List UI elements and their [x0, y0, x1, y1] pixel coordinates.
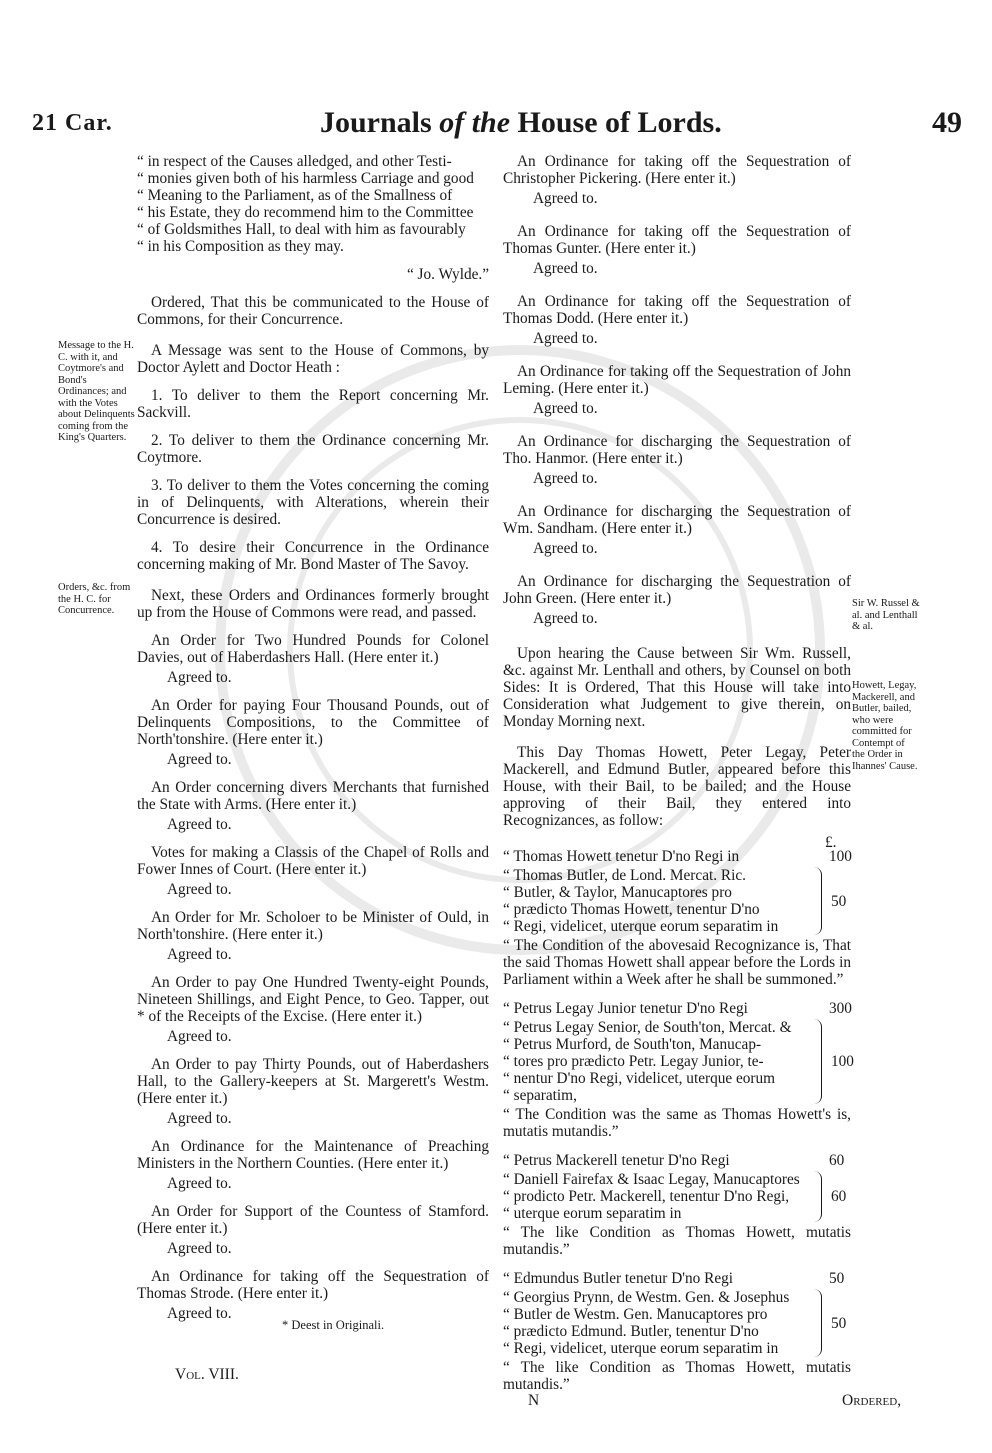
title-of-the: of the: [439, 106, 511, 139]
surety-line: “ Butler, & Taylor, Manucaptores pro: [503, 884, 732, 901]
principal-amount: 100: [829, 848, 852, 865]
message-item: 2. To deliver to them the Ordinance concerning Mr. Coytmore.: [137, 432, 489, 466]
principal-text: “ Edmundus Butler tenetur D'no Regi: [503, 1270, 734, 1287]
surety-line: “ tores pro prædicto Petr. Legay Junior, te-: [503, 1053, 764, 1070]
ordinance-entry: An Ordinance for discharging the Sequestration of Tho. Hanmor. (Here enter it.): [503, 433, 851, 467]
order-entry: An Ordinance for the Maintenance of Preaching Ministers in the Northern Counties. (Here enter it.): [137, 1138, 489, 1172]
title-part-1: Journals: [320, 106, 432, 139]
message-item: 1. To deliver to them the Report concerning Mr. Sackvill.: [137, 387, 489, 421]
ordinance-entry: An Ordinance for discharging the Sequestration of John Green. (Here enter it.): [503, 573, 851, 607]
message-intro: A Message was sent to the House of Commons, by Doctor Aylett and Doctor Heath :: [137, 342, 489, 376]
bail-intro: This Day Thomas Howett, Peter Legay, Peter Mackerell, and Edmund Butler, appeared before this House, with their Bail, to be bailed; and the House approving of their Bail, they entered into Recognizances, as follow:: [503, 744, 851, 829]
pound-sign-row: [503, 834, 851, 851]
order-entry: An Order concerning divers Merchants that furnished the State with Arms. (Here enter it.): [137, 779, 489, 813]
surety-line: “ Regi, videlicet, uterque eorum separatim in: [503, 918, 779, 935]
order-entry: An Order for Two Hundred Pounds for Colonel Davies, out of Haberdashers Hall. (Here enter it.): [137, 632, 489, 666]
volume-label: Vol. VIII.: [175, 1366, 239, 1383]
quote-line: “ of Goldsmithes Hall, to deal with him as favourably: [137, 221, 466, 238]
right-column: [503, 153, 854, 1404]
surety-line: “ Butler de Westm. Gen. Manucaptores pro: [503, 1306, 768, 1323]
surety-line: “ nentur D'no Regi, videlicet, uterque eorum: [503, 1070, 776, 1087]
order-entry: An Order for Support of the Countess of Stamford. (Here enter it.): [137, 1203, 489, 1237]
agreed-line: Agreed to.: [167, 1240, 232, 1257]
agreed-line: Agreed to.: [533, 190, 598, 207]
page-number: 49: [932, 106, 962, 139]
ordinance-entry: An Ordinance for taking off the Sequestration of John Leming. (Here enter it.): [503, 363, 851, 397]
surety-line: “ uterque eorum separatim in: [503, 1205, 682, 1222]
message-item: 4. To desire their Concurrence in the Ordinance concerning making of Mr. Bond Master of The Savoy.: [137, 539, 489, 573]
ordinance-entry: An Ordinance for taking off the Sequestration of Thomas Dodd. (Here enter it.): [503, 293, 851, 327]
signature-wylde: “ Jo. Wylde.”: [406, 266, 489, 283]
agreed-line: Agreed to.: [167, 751, 232, 768]
recognizance-principal: [503, 1270, 851, 1287]
regnal-year: 21 Car.: [32, 110, 113, 136]
recognizance-sureties: [503, 1289, 851, 1357]
ordered-communicate: Ordered, That this be communicated to the House of Commons, for their Concurrence.: [137, 294, 489, 328]
sureties-amount: 60: [831, 1188, 847, 1205]
principal-text: “ Petrus Mackerell tenetur D'no Regi: [503, 1152, 730, 1169]
surety-line: “ prodicto Petr. Mackerell, tenentur D'no Regi,: [503, 1188, 790, 1205]
recognizance-principal: [503, 848, 851, 865]
agreed-line: Agreed to.: [167, 881, 232, 898]
principal-amount: 50: [829, 1270, 845, 1287]
surety-line: “ Petrus Legay Senior, de South'ton, Mercat. &: [503, 1019, 792, 1036]
agreed-line: Agreed to.: [533, 260, 598, 277]
surety-line: “ prædicto Thomas Howett, tenentur D'no: [503, 901, 760, 918]
order-entry: An Ordinance for taking off the Sequestration of Thomas Strode. (Here enter it.): [137, 1268, 489, 1302]
agreed-line: Agreed to.: [533, 330, 598, 347]
margin-note-message: Message to the H. C. with it, and Coytmore's and Bond's Ordinances; and with the Votes about Delinquents coming from the King's Quarters.: [58, 340, 135, 443]
order-entry: An Order to pay Thirty Pounds, out of Haberdashers Hall, to the Gallery-keepers at St. Margerett's Westm. (Here enter it.): [137, 1056, 489, 1107]
title-part-2: House of Lords.: [517, 106, 722, 139]
agreed-line: Agreed to.: [533, 610, 598, 627]
left-column: [137, 153, 489, 1333]
agreed-line: Agreed to.: [167, 816, 232, 833]
catchword: Ordered,: [842, 1392, 902, 1409]
margin-note-russell: Sir W. Russel & al. and Lenthall & al.: [852, 598, 920, 632]
brace: [811, 1019, 822, 1104]
quote-line: “ in respect of the Causes alledged, and other Testi-: [137, 153, 452, 170]
surety-line: “ separatim,: [503, 1087, 577, 1104]
surety-line: “ Daniell Fairefax & Isaac Legay, Manucaptores: [503, 1171, 800, 1188]
surety-line: “ Petrus Murford, de South'ton, Manucap-: [503, 1036, 762, 1053]
quote-line: “ Meaning to the Parliament, as of the Smallness of: [137, 187, 453, 204]
pound-sign: £.: [825, 834, 837, 851]
brace: [811, 867, 822, 935]
running-header: [0, 106, 992, 146]
ordinance-entry: An Ordinance for taking off the Sequestration of Christopher Pickering. (Here enter it.): [503, 153, 851, 187]
recognizance-condition: “ The Condition of the abovesaid Recognizance is, That the said Thomas Howett shall appear before the Lords in Parliament within a Week after he shall be summoned.”: [503, 937, 851, 988]
recognizance-condition: “ The like Condition as Thomas Howett, mutatis mutandis.”: [503, 1359, 851, 1393]
margin-note-orders: Orders, &c. from the H. C. for Concurrence.: [58, 582, 131, 616]
committee-certificate-quote: [137, 153, 489, 255]
message-item: 3. To deliver to them the Votes concerning the coming in of Delinquents, with Alterations, wherein their Concurrence is desired.: [137, 477, 489, 528]
footnote: * Deest in Originali.: [282, 1318, 385, 1332]
recognizance-principal: [503, 1152, 851, 1169]
agreed-line: Agreed to.: [167, 669, 232, 686]
surety-line: “ Georgius Prynn, de Westm. Gen. & Josephus: [503, 1289, 790, 1306]
russell-lenthall-order: Upon hearing the Cause between Sir Wm. Russell, &c. against Mr. Lenthall and others, by Counsel on both Sides: It is Ordered, That this House will take into Consideration what Judgement to give therein, on Monday Morning next.: [503, 645, 851, 730]
principal-text: “ Thomas Howett tenetur D'no Regi in: [503, 848, 740, 865]
principal-amount: 300: [829, 1000, 852, 1017]
recognizance-principal: [503, 1000, 851, 1017]
agreed-line: Agreed to.: [167, 1028, 232, 1045]
recognizance-condition: “ The like Condition as Thomas Howett, mutatis mutandis.”: [503, 1224, 851, 1258]
agreed-line: Agreed to.: [533, 470, 598, 487]
surety-line: “ prædicto Edmund. Butler, tenentur D'no: [503, 1323, 759, 1340]
order-entry: An Order for Mr. Scholoer to be Minister of Ould, in North'tonshire. (Here enter it.): [137, 909, 489, 943]
margin-note-howett: Howett, Legay, Mackerell, and Butler, bailed, who were committed for Contempt of the Order in Ihannes' Cause.: [852, 680, 918, 772]
order-entry: An Order for paying Four Thousand Pounds, out of Delinquents Compositions, to the Committee of North'tonshire. (Here enter it.): [137, 697, 489, 748]
agreed-line: Agreed to.: [167, 1305, 232, 1322]
agreed-line: Agreed to.: [533, 540, 598, 557]
sureties-amount: 50: [831, 1315, 847, 1332]
brace: [811, 1289, 822, 1357]
quote-line: “ in his Composition as they may.: [137, 238, 344, 255]
agreed-line: Agreed to.: [533, 400, 598, 417]
order-entry: Votes for making a Classis of the Chapel of Rolls and Fower Innes of Court. (Here enter it.): [137, 844, 489, 878]
signature-mark: N: [528, 1392, 540, 1409]
order-entry: An Order to pay One Hundred Twenty-eight Pounds, Nineteen Shillings, and Eight Pence, to Geo. Tapper, out * of the Receipts of the Excise. (Here enter it.): [137, 974, 489, 1025]
sureties-amount: 100: [831, 1053, 854, 1070]
surety-line: “ Regi, videlicet, uterque eorum separatim in: [503, 1340, 779, 1357]
recognizance-sureties: [503, 1171, 851, 1222]
recognizance-sureties: [503, 1019, 854, 1104]
orders-intro: Next, these Orders and Ordinances formerly brought up from the House of Commons were read, and passed.: [137, 587, 489, 621]
quote-line: “ his Estate, they do recommend him to the Committee: [137, 204, 474, 221]
ordinance-entry: An Ordinance for taking off the Sequestration of Thomas Gunter. (Here enter it.): [503, 223, 851, 257]
surety-line: “ Thomas Butler, de Lond. Mercat. Ric.: [503, 867, 746, 884]
agreed-line: Agreed to.: [167, 946, 232, 963]
principal-amount: 60: [829, 1152, 845, 1169]
recognizance-sureties: [503, 867, 851, 935]
principal-text: “ Petrus Legay Junior tenetur D'no Regi: [503, 1000, 748, 1017]
agreed-line: Agreed to.: [167, 1175, 232, 1192]
sureties-amount: 50: [831, 893, 847, 910]
journal-title: [320, 106, 722, 140]
brace: [811, 1171, 822, 1222]
ordinance-entry: An Ordinance for discharging the Sequestration of Wm. Sandham. (Here enter it.): [503, 503, 851, 537]
agreed-line: Agreed to.: [167, 1110, 232, 1127]
recognizance-condition: “ The Condition was the same as Thomas Howett's is, mutatis mutandis.”: [503, 1106, 851, 1140]
quote-line: “ monies given both of his harmless Carriage and good: [137, 170, 474, 187]
